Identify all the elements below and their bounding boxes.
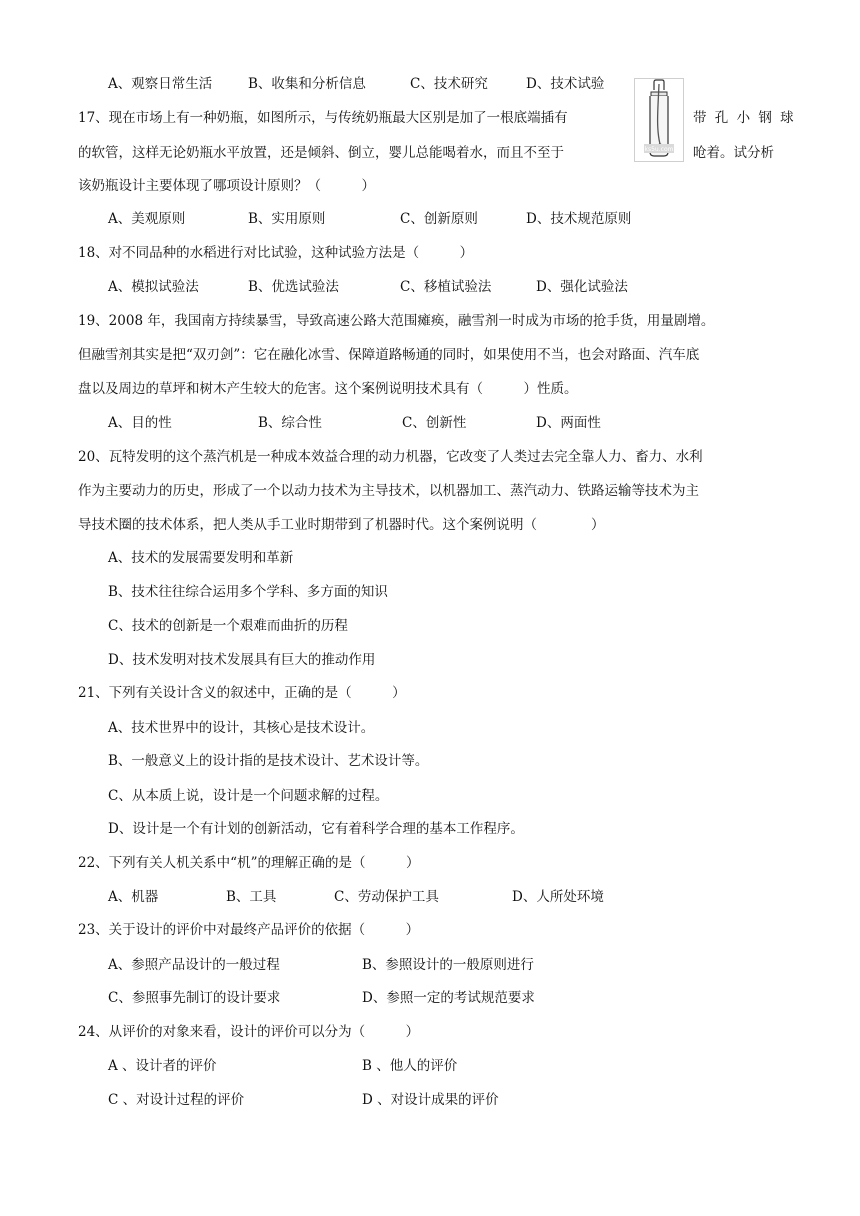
q24-option-d: D 、对设计成果的评价	[362, 1092, 499, 1108]
q19-option-c: C、创新性	[402, 415, 467, 431]
q20-option-b: B、技术往往综合运用多个学科、多方面的知识	[108, 584, 388, 600]
q16-option-b: B、收集和分析信息	[248, 76, 366, 92]
q21-option-d: D、设计是一个有计划的创新活动，它有着科学合理的基本工作程序。	[108, 821, 524, 837]
q18-option-b: B、优选试验法	[248, 279, 339, 295]
q20-option-c: C、技术的创新是一个艰难而曲折的历程	[108, 618, 348, 634]
q16-option-a: A、观察日常生活	[108, 76, 213, 92]
figure-watermark: ks5u.com	[644, 146, 674, 153]
q23-option-b: B、参照设计的一般原则进行	[362, 957, 534, 973]
q20-stem-line-1: 20、瓦特发明的这个蒸汽机是一种成本效益合理的动力机器，它改变了人类过去完全靠人力、畜力、水利	[78, 449, 703, 465]
q21-stem: 21、下列有关设计含义的叙述中，正确的是（ ）	[78, 685, 406, 701]
q23-option-c: C、参照事先制订的设计要求	[108, 990, 281, 1006]
q17-stem-line-3: 该奶瓶设计主要体现了哪项设计原则？（ ）	[78, 178, 375, 194]
q22-option-d: D、人所处环境	[512, 889, 604, 905]
q20-stem-line-2: 作为主要动力的历史，形成了一个以动力技术为主导技术，以机器加工、蒸汽动力、铁路运输等技术为主	[78, 483, 699, 499]
q24-option-a: A 、设计者的评价	[108, 1058, 217, 1074]
q17-stem-line-1-right: 带 孔 小 钢 球	[693, 110, 796, 126]
q17-option-d: D、技术规范原则	[526, 211, 632, 227]
q19-option-b: B、综合性	[258, 415, 322, 431]
q17-stem-line-2-right: 呛着。试分析	[693, 145, 774, 161]
q17-option-a: A、美观原则	[108, 211, 186, 227]
q19-stem-line-1: 19、2008 年，我国南方持续暴雪，导致高速公路大范围瘫痪，融雪剂一时成为市场的抢手货，用量剧增。	[78, 313, 715, 329]
q17-stem-line-1: 17、现在市场上有一种奶瓶，如图所示，与传统奶瓶最大区别是加了一根底端插有	[78, 110, 568, 126]
q22-stem: 22、下列有关人机关系中“机”的理解正确的是（ ）	[78, 855, 420, 871]
q23-option-a: A、参照产品设计的一般过程	[108, 957, 280, 973]
q18-option-a: A、模拟试验法	[108, 279, 199, 295]
q17-option-b: B、实用原则	[248, 211, 326, 227]
q17-option-c: C、创新原则	[400, 211, 478, 227]
q22-option-c: C、劳动保护工具	[334, 889, 439, 905]
q24-option-c: C 、对设计过程的评价	[108, 1092, 245, 1108]
q20-option-d: D、技术发明对技术发展具有巨大的推动作用	[108, 652, 376, 668]
q18-option-c: C、移植试验法	[400, 279, 492, 295]
q21-option-c: C、从本质上说，设计是一个问题求解的过程。	[108, 788, 389, 804]
q21-option-a: A、技术世界中的设计，其核心是技术设计。	[108, 720, 375, 736]
q20-stem-line-3: 导技术圈的技术体系，把人类从手工业时期带到了机器时代。这个案例说明（ ）	[78, 517, 605, 533]
q18-option-d: D、强化试验法	[536, 279, 628, 295]
q19-option-a: A、目的性	[108, 415, 172, 431]
q18-stem: 18、对不同品种的水稻进行对比试验，这种试验方法是（ ）	[78, 245, 474, 261]
q19-stem-line-3: 盘以及周边的草坪和树木产生较大的危害。这个案例说明技术具有（ ）性质。	[78, 381, 578, 397]
baby-bottle-figure	[634, 78, 684, 162]
q19-stem-line-2: 但融雪剂其实是把“双刃剑”：它在融化冰雪、保障道路畅通的同时，如果使用不当，也会对路面、汽车底	[78, 347, 700, 363]
q22-option-a: A、机器	[108, 889, 159, 905]
q16-option-d: D、技术试验	[526, 76, 605, 92]
q24-option-b: B 、他人的评价	[362, 1058, 458, 1074]
q22-option-b: B、工具	[226, 889, 277, 905]
q20-option-a: A、技术的发展需要发明和革新	[108, 550, 294, 566]
q24-stem: 24、从评价的对象来看，设计的评价可以分为（ ）	[78, 1024, 420, 1040]
q16-option-c: C、技术研究	[410, 76, 488, 92]
q21-option-b: B、一般意义上的设计指的是技术设计、艺术设计等。	[108, 753, 429, 769]
q23-option-d: D、参照一定的考试规范要求	[362, 990, 535, 1006]
q19-option-d: D、两面性	[536, 415, 601, 431]
q17-stem-line-2: 的软管，这样无论奶瓶水平放置，还是倾斜、倒立，婴儿总能喝着水，而且不至于	[78, 145, 564, 161]
q23-stem: 23、关于设计的评价中对最终产品评价的依据（ ）	[78, 922, 420, 938]
